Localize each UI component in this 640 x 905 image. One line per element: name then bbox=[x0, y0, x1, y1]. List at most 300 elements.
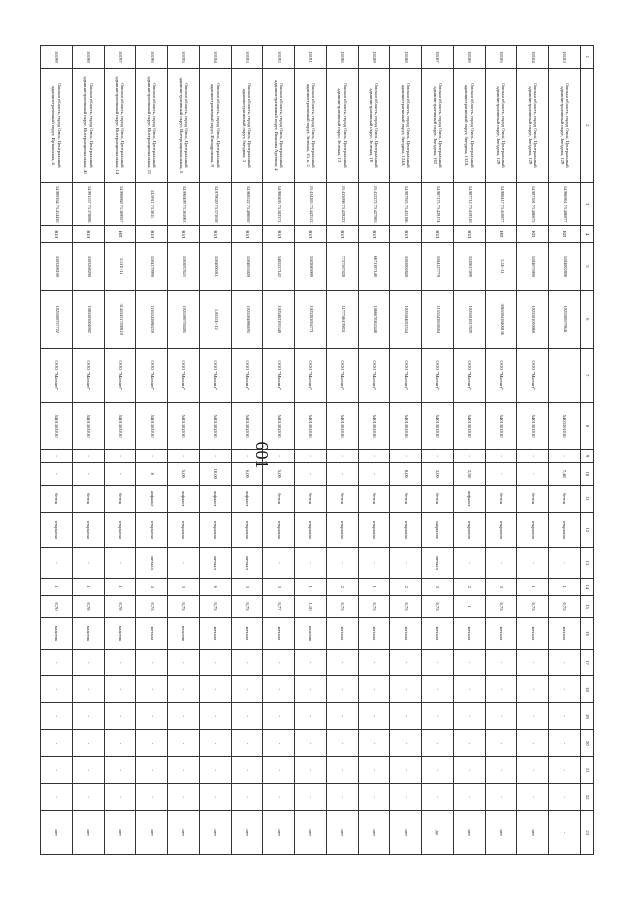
table-cell-col-10: - bbox=[358, 462, 390, 485]
table-cell-col-21: - bbox=[517, 757, 549, 784]
table-cell-col-11: бетон bbox=[549, 485, 581, 512]
table-cell-col-13: - bbox=[104, 547, 136, 578]
table-row bbox=[231, 46, 263, 855]
table-cell-col-5: 5504005011 bbox=[200, 243, 232, 291]
table-row bbox=[517, 46, 549, 855]
table-cell-col-5: 5503208200 bbox=[73, 243, 105, 291]
table-cell-col-22: - bbox=[517, 784, 549, 811]
table-cell-col-4: ЮЛ bbox=[168, 226, 200, 243]
table-cell-col-7: ООО "Магнит" bbox=[200, 348, 232, 402]
table-cell-col-8: 5403361010 bbox=[549, 402, 581, 450]
table-cell-col-2: Омская область, город Омск, Центральный административный округ, Интернациональная, 21 bbox=[136, 68, 168, 182]
table-cell-col-13: металл bbox=[231, 547, 263, 578]
table-cell-col-17: - bbox=[136, 649, 168, 676]
table-cell-col-1: 10189 bbox=[358, 46, 390, 69]
table-cell-col-23: нет bbox=[517, 811, 549, 855]
table-cell-col-11: бетон bbox=[327, 485, 359, 512]
table-cell-col-14: 6 bbox=[200, 579, 232, 596]
table-cell-col-19: - bbox=[485, 703, 517, 730]
table-cell-col-18: - bbox=[454, 676, 486, 703]
table-cell-col-3: 55.412272 73.427905 bbox=[358, 182, 390, 226]
table-cell-col-2: Омская область, город Омск, Центральный административный округ, Интернациональная, 41 bbox=[73, 68, 105, 182]
table-cell-col-10: 2,50 bbox=[454, 462, 486, 485]
table-cell-col-3: 54.979620 73.373018 bbox=[200, 182, 232, 226]
table-cell-col-2: Омская область, город Омск, Центральный административный округ, Звездова, 124А bbox=[390, 68, 422, 182]
table-cell-col-17: - bbox=[231, 649, 263, 676]
table-cell-col-15: 1,10 bbox=[295, 595, 327, 618]
table-cell-col-2: Омская область, город Омск, Центральный административный округ, Звездова, 129 bbox=[485, 68, 517, 182]
table-cell-col-4: ЮЛ bbox=[454, 226, 486, 243]
column-number-header: 6 bbox=[581, 290, 594, 348]
table-cell-col-4: КП bbox=[549, 226, 581, 243]
table-cell-col-20: - bbox=[485, 730, 517, 757]
column-number-header: 12 bbox=[581, 512, 594, 547]
table-cell-col-14: 1 bbox=[104, 579, 136, 596]
table-cell-col-5: 5503037623 bbox=[168, 243, 200, 291]
table-cell-col-9: - bbox=[104, 450, 136, 462]
table-cell-col-16: металл bbox=[136, 618, 168, 649]
table-cell-col-11: асфальт bbox=[136, 485, 168, 512]
table-cell-col-10: 8 bbox=[136, 462, 168, 485]
table-cell-col-21: - bbox=[422, 757, 454, 784]
table-cell-col-8: 5401381010 bbox=[517, 402, 549, 450]
table-cell-col-11: бетон bbox=[422, 485, 454, 512]
table-cell-col-11: бетон bbox=[517, 485, 549, 512]
table-cell-col-16: металл bbox=[200, 618, 232, 649]
table-cell-col-5: 5504053020 bbox=[231, 243, 263, 291]
table-cell-col-16: металл bbox=[454, 618, 486, 649]
table-cell-col-14: 3 bbox=[485, 579, 517, 596]
table-cell-col-2: Омская область, город Омск, Центральный административный округ, Зеленая, 13 bbox=[327, 68, 359, 182]
table-cell-col-12: открытая bbox=[358, 512, 390, 547]
table-cell-col-4: ИП bbox=[104, 226, 136, 243]
table-cell-col-23: нет bbox=[104, 811, 136, 855]
table-cell-col-9: - bbox=[136, 450, 168, 462]
table-cell-col-6: 314554317200110 bbox=[104, 290, 136, 348]
table-cell-col-10: - bbox=[104, 462, 136, 485]
table-cell-col-5: 5405217142 bbox=[263, 243, 295, 291]
table-cell-col-4: ЮЛ bbox=[422, 226, 454, 243]
table-cell-col-1: 10187 bbox=[422, 46, 454, 69]
table-row bbox=[549, 46, 581, 855]
table-cell-col-9: - bbox=[73, 450, 105, 462]
table-cell-col-6: 1025201034771 bbox=[295, 290, 327, 348]
table-cell-col-22: - bbox=[454, 784, 486, 811]
table-cell-col-8: 5401381010 bbox=[136, 402, 168, 450]
table-cell-col-14: 1 bbox=[517, 579, 549, 596]
column-number-header: 5 bbox=[581, 243, 594, 291]
table-cell-col-2: Омская область, город Омск, Центральный административный округ, Интернациональная, 5 bbox=[168, 68, 200, 182]
table-cell-col-15: 0,75 bbox=[231, 595, 263, 618]
table-cell-col-15: 0,75 bbox=[549, 595, 581, 618]
table-row bbox=[454, 46, 486, 855]
table-cell-col-14: 2 bbox=[327, 579, 359, 596]
table-cell-col-3: 54.987925 73.435106 bbox=[390, 182, 422, 226]
table-cell-col-14: 3 bbox=[263, 579, 295, 596]
table-cell-col-20: - bbox=[73, 730, 105, 757]
table-cell-col-17: - bbox=[390, 649, 422, 676]
table-cell-col-6: 1085503004902 bbox=[73, 290, 105, 348]
table-cell-col-14: 1 bbox=[41, 579, 73, 596]
table-cell-col-23: нет bbox=[41, 811, 73, 855]
table-cell-col-23: нет bbox=[231, 811, 263, 855]
table-cell-col-11: бетон bbox=[263, 485, 295, 512]
page-number: 601 bbox=[252, 441, 272, 469]
table-cell-col-16: металл bbox=[263, 618, 295, 649]
table-cell-col-11: асфальт bbox=[168, 485, 200, 512]
table-cell-col-19: - bbox=[549, 703, 581, 730]
table-cell-col-9: - bbox=[41, 450, 73, 462]
table-cell-col-1: 10199 bbox=[41, 46, 73, 69]
table-cell-col-6: 1155543052684 bbox=[422, 290, 454, 348]
table-cell-col-7: ООО "Магнит" bbox=[517, 348, 549, 402]
table-row bbox=[136, 46, 168, 855]
table-cell-col-8: 5401381010 bbox=[422, 402, 454, 450]
table-cell-col-19: - bbox=[517, 703, 549, 730]
table-cell-col-2: Омская область, город Омск, Центральный административный округ, Звездова, 129 bbox=[517, 68, 549, 182]
table-cell-col-23: нет bbox=[136, 811, 168, 855]
table-cell-col-21: - bbox=[485, 757, 517, 784]
table-cell-col-23: нет bbox=[358, 811, 390, 855]
column-number-header: 9 bbox=[581, 450, 594, 462]
table-cell-col-9: - bbox=[295, 450, 327, 462]
table-cell-col-18: - bbox=[358, 676, 390, 703]
table-cell-col-22: - bbox=[231, 784, 263, 811]
table-cell-col-15: 1 bbox=[454, 595, 486, 618]
table-cell-col-23: нет bbox=[454, 811, 486, 855]
table-cell-col-14: 3 bbox=[168, 579, 200, 596]
table-cell-col-3: 55.415098 73.429222 bbox=[327, 182, 359, 226]
table-cell-col-13: - bbox=[390, 547, 422, 578]
table-cell-col-7: ООО "Магнит" bbox=[73, 348, 105, 402]
table-cell-col-21: - bbox=[73, 757, 105, 784]
table-cell-col-2: Омская область, город Омск, Центральный административный округ, Звездова, 3 bbox=[231, 68, 263, 182]
table-cell-col-22: - bbox=[295, 784, 327, 811]
table-cell-col-10: 7,40 bbox=[549, 462, 581, 485]
table-cell-col-8: 5401381010 bbox=[390, 402, 422, 450]
table-cell-col-14: 2 bbox=[454, 579, 486, 596]
column-number-header: 8 bbox=[581, 402, 594, 450]
table-cell-col-5: 5503002840 bbox=[390, 243, 422, 291]
table-cell-col-2: Омская область, город Омск, Центральный административный округ, Ипподромная, 9 bbox=[200, 68, 232, 182]
table-cell-col-8: 5401381010 bbox=[168, 402, 200, 450]
table-cell-col-12: открытая bbox=[104, 512, 136, 547]
table-cell-col-15: 0,78 bbox=[73, 595, 105, 618]
table-cell-col-9: - bbox=[263, 450, 295, 462]
table-cell-col-22: - bbox=[136, 784, 168, 811]
table-cell-col-11: бетон bbox=[295, 485, 327, 512]
table-cell-col-1: 10191 bbox=[295, 46, 327, 69]
table-cell-col-9: - bbox=[454, 450, 486, 462]
column-number-header: 18 bbox=[581, 676, 594, 703]
table-cell-col-20: - bbox=[136, 730, 168, 757]
table-cell-col-8: 5401381010 bbox=[485, 402, 517, 450]
column-number-header: 4 bbox=[581, 226, 594, 243]
table-cell-col-4: ЮЛ bbox=[231, 226, 263, 243]
column-number-header: 19 bbox=[581, 703, 594, 730]
column-number-header: 11 bbox=[581, 485, 594, 512]
table-cell-col-20: - bbox=[517, 730, 549, 757]
table-row bbox=[168, 46, 200, 855]
table-cell-col-23: да bbox=[422, 811, 454, 855]
table-cell-col-18: - bbox=[41, 676, 73, 703]
table-cell-col-21: - bbox=[263, 757, 295, 784]
table-cell-col-21: - bbox=[231, 757, 263, 784]
table-cell-col-16: пластик bbox=[41, 618, 73, 649]
column-number-header: 23 bbox=[581, 811, 594, 855]
table-cell-col-6: 1066670162448 bbox=[358, 290, 390, 348]
table-cell-col-7: ООО "Магнит" bbox=[231, 348, 263, 402]
table-cell-col-14: 1 bbox=[549, 579, 581, 596]
table-cell-col-18: - bbox=[485, 676, 517, 703]
table-cell-col-5: 7727587428 bbox=[327, 243, 359, 291]
table-cell-col-6: 1025402105349 bbox=[263, 290, 295, 348]
table-cell-col-5: 5504075990 bbox=[517, 243, 549, 291]
table-cell-col-19: - bbox=[231, 703, 263, 730]
table-cell-col-1: 10196 bbox=[136, 46, 168, 69]
table-cell-col-12: открытая bbox=[41, 512, 73, 547]
table-cell-col-18: - bbox=[422, 676, 454, 703]
table-cell-col-22: - bbox=[263, 784, 295, 811]
table-cell-col-21: - bbox=[104, 757, 136, 784]
table-cell-col-8: 5401381010 bbox=[73, 402, 105, 450]
table-cell-col-12: открытая bbox=[231, 512, 263, 547]
table-cell-col-5: 5504002898 bbox=[549, 243, 581, 291]
table-cell-col-3: 55.414263 73.442512 bbox=[295, 182, 327, 226]
table-cell-col-3: 54.987391 73.406875 bbox=[517, 182, 549, 226]
table-cell-col-8: 5401381010 bbox=[263, 402, 295, 450]
table-cell-col-9: - bbox=[200, 450, 232, 462]
table-cell-col-6: 1177746478831 bbox=[327, 290, 359, 348]
table-cell-col-7: ООО "Магнит" bbox=[422, 348, 454, 402]
table-cell-col-2: Омская область, город Омск, Центральный административный округ, Звездова, 102 bbox=[422, 68, 454, 182]
table-cell-col-12: открытая bbox=[200, 512, 232, 547]
table-cell-col-10: - bbox=[517, 462, 549, 485]
table-cell-col-11: бетон bbox=[485, 485, 517, 512]
table-cell-col-19: - bbox=[263, 703, 295, 730]
table-cell-col-16: металл bbox=[422, 618, 454, 649]
table-cell-col-18: - bbox=[390, 676, 422, 703]
table-cell-col-10: - bbox=[41, 462, 73, 485]
table-cell-col-16: пластик bbox=[295, 618, 327, 649]
table-cell-col-3: 54.980495 73.382371 bbox=[263, 182, 295, 226]
table-cell-col-23: нет bbox=[485, 811, 517, 855]
table-cell-col-23: нет bbox=[295, 811, 327, 855]
table-cell-col-4: ЮЛ bbox=[200, 226, 232, 243]
table-cell-col-15: 0,75 bbox=[390, 595, 422, 618]
table-cell-col-8: 5401381010 bbox=[200, 402, 232, 450]
table-cell-col-7: ООО "Магнит" bbox=[358, 348, 390, 402]
table-row bbox=[263, 46, 295, 855]
table-cell-col-13: - bbox=[263, 547, 295, 578]
table-cell-col-2: Омская область, город Омск, Центральный административный округ, Зеленая, 15, к. 2 bbox=[295, 68, 327, 182]
table-cell-col-19: - bbox=[41, 703, 73, 730]
table-cell-col-2: Омская область, город Омск, Центральный административный округ, Иртышская, 4 bbox=[41, 68, 73, 182]
table-cell-col-13: - bbox=[327, 547, 359, 578]
table-cell-col-17: - bbox=[485, 649, 517, 676]
table-cell-col-18: - bbox=[549, 676, 581, 703]
table-cell-col-14: 3 bbox=[422, 579, 454, 596]
table-cell-col-2: Омская область, город Омск, Центральный административный округ, Звездова, 132А bbox=[454, 68, 486, 182]
table-cell-col-12: открытая bbox=[263, 512, 295, 547]
table-cell-col-21: - bbox=[327, 757, 359, 784]
table-cell-col-12: открытая bbox=[168, 512, 200, 547]
table-cell-col-14: 2 bbox=[390, 579, 422, 596]
table-cell-col-6: 1025500738405 bbox=[168, 290, 200, 348]
table-cell-col-18: - bbox=[517, 676, 549, 703]
table-cell-col-6: 1025504996695 bbox=[231, 290, 263, 348]
table-cell-col-23: - bbox=[549, 811, 581, 855]
table-cell-col-8: 5401381010 bbox=[41, 402, 73, 450]
table-cell-col-12: открытая bbox=[454, 512, 486, 547]
table-cell-col-17: - bbox=[549, 649, 581, 676]
table-cell-col-1: 10195 bbox=[168, 46, 200, 69]
table-cell-col-19: - bbox=[104, 703, 136, 730]
table-cell-col-15: 0,75 bbox=[327, 595, 359, 618]
register-table bbox=[40, 45, 594, 855]
table-cell-col-17: - bbox=[454, 649, 486, 676]
column-number-header: 7 bbox=[581, 348, 594, 402]
table-row bbox=[295, 46, 327, 855]
table-cell-col-13: - bbox=[41, 547, 73, 578]
table-cell-col-12: открытая bbox=[517, 512, 549, 547]
table-cell-col-17: - bbox=[295, 649, 327, 676]
table-cell-col-13: - bbox=[73, 547, 105, 578]
table-cell-col-1: 10186 bbox=[454, 46, 486, 69]
table-cell-col-9: - bbox=[168, 450, 200, 462]
table-cell-col-3: 54.987175 73.429174 bbox=[422, 182, 454, 226]
table-cell-col-9: - bbox=[358, 450, 390, 462]
table-cell-col-7: ООО "Магнит" bbox=[168, 348, 200, 402]
table-cell-col-22: - bbox=[549, 784, 581, 811]
table-cell-col-9: - bbox=[231, 450, 263, 462]
table-cell-col-15: 0,75 bbox=[422, 595, 454, 618]
table-cell-col-11: бетон bbox=[390, 485, 422, 512]
table-cell-col-6: 1165543080259 bbox=[136, 290, 168, 348]
table-cell-col-18: - bbox=[231, 676, 263, 703]
table-cell-col-15: 0,78 bbox=[104, 595, 136, 618]
table-cell-col-14: 1 bbox=[73, 579, 105, 596]
table-cell-col-4: ЮЛ bbox=[73, 226, 105, 243]
table-cell-col-10: 10,00 bbox=[200, 462, 232, 485]
table-cell-col-3: 54.990068 73.369927 bbox=[104, 182, 136, 226]
table-row bbox=[327, 46, 359, 855]
table-cell-col-16: металл bbox=[327, 618, 359, 649]
table-cell-col-18: - bbox=[73, 676, 105, 703]
table-cell-col-19: - bbox=[136, 703, 168, 730]
table-cell-col-7: ООО "Магнит" bbox=[485, 348, 517, 402]
table-cell-col-18: - bbox=[136, 676, 168, 703]
table-cell-col-4: ЮЛ bbox=[41, 226, 73, 243]
table-cell-col-22: - bbox=[485, 784, 517, 811]
table-cell-col-7: ООО "Магнит" bbox=[41, 348, 73, 402]
table-cell-col-12: открытая bbox=[485, 512, 517, 547]
table-cell-col-8: 5401381010 bbox=[231, 402, 263, 450]
table-cell-col-22: - bbox=[200, 784, 232, 811]
table-cell-col-5: 5520017499 bbox=[454, 243, 486, 291]
table-cell-col-9: - bbox=[422, 450, 454, 462]
table-cell-col-13: - bbox=[485, 547, 517, 578]
table-cell-col-15: 0,70 bbox=[41, 595, 73, 618]
table-cell-col-21: - bbox=[41, 757, 73, 784]
table-cell-col-12: открытая bbox=[390, 512, 422, 547]
table-cell-col-21: - bbox=[168, 757, 200, 784]
table-cell-col-20: - bbox=[549, 730, 581, 757]
table-cell-col-11: бетон bbox=[73, 485, 105, 512]
table-cell-col-8: 5401381010 bbox=[104, 402, 136, 450]
table-cell-col-14: 1 bbox=[295, 579, 327, 596]
table-cell-col-12: открытая bbox=[73, 512, 105, 547]
table-cell-col-16: пластик bbox=[104, 618, 136, 649]
table-cell-col-3: 54.991537 73.378896 bbox=[73, 182, 105, 226]
table-cell-col-9: - bbox=[390, 450, 422, 462]
table-cell-col-4: КП bbox=[517, 226, 549, 243]
table-cell-col-10: - bbox=[73, 462, 105, 485]
table-cell-col-19: - bbox=[295, 703, 327, 730]
table-cell-col-10: 5,00 bbox=[263, 462, 295, 485]
table-cell-col-14: 3 bbox=[231, 579, 263, 596]
table-cell-col-6: 1025501050069 bbox=[517, 290, 549, 348]
table-cell-col-13: металл bbox=[200, 547, 232, 578]
table-cell-col-14: 3 bbox=[136, 579, 168, 596]
table-cell-col-11: бетон bbox=[358, 485, 390, 512]
column-number-header: 1 bbox=[581, 46, 594, 69]
table-cell-col-3: 54.968522 73.408050 bbox=[231, 182, 263, 226]
table-row bbox=[485, 46, 517, 855]
table-row bbox=[422, 46, 454, 855]
table-cell-col-4: ЮЛ bbox=[263, 226, 295, 243]
table-cell-col-20: - bbox=[295, 730, 327, 757]
table-cell-col-3: 54.9911 73.3611 bbox=[136, 182, 168, 226]
table-cell-col-10: 8,00 bbox=[390, 462, 422, 485]
table-cell-col-5: 5502049009 bbox=[295, 243, 327, 291]
table-cell-col-22: - bbox=[168, 784, 200, 811]
table-cell-col-17: - bbox=[41, 649, 73, 676]
table-cell-col-15: 0,75 bbox=[485, 595, 517, 618]
table-cell-col-2: Омская область, город Омск, Центральный административный округ, Иванова Арсения, 4 bbox=[263, 68, 295, 182]
table-cell-col-9: - bbox=[517, 450, 549, 462]
table-cell-col-3: 54.986961 73.406877 bbox=[549, 182, 581, 226]
table-cell-col-3: 54.989164 73.414430 bbox=[41, 182, 73, 226]
table-cell-col-4: ЮЛ bbox=[136, 226, 168, 243]
table-cell-col-19: - bbox=[358, 703, 390, 730]
table-cell-col-10: - bbox=[327, 462, 359, 485]
table-cell-col-20: - bbox=[168, 730, 200, 757]
table-cell-col-11: асфальт bbox=[200, 485, 232, 512]
table-cell-col-1: 10184 bbox=[517, 46, 549, 69]
table-cell-col-1: 10190 bbox=[327, 46, 359, 69]
table-cell-col-4: ЮЛ bbox=[358, 226, 390, 243]
table-cell-col-18: - bbox=[200, 676, 232, 703]
table-row bbox=[73, 46, 105, 855]
table-cell-col-19: - bbox=[168, 703, 200, 730]
table-cell-col-12: открытая bbox=[327, 512, 359, 547]
table-cell-col-19: - bbox=[327, 703, 359, 730]
table-cell-col-2: Омская область, город Омск, Центральный административный округ, Зеленая, 10 bbox=[358, 68, 390, 182]
table-cell-col-16: металл bbox=[390, 618, 422, 649]
table-cell-col-7: ООО "Магнит" bbox=[104, 348, 136, 402]
table-cell-col-5: 5503208100 bbox=[41, 243, 73, 291]
table-cell-col-11: асфальт bbox=[231, 485, 263, 512]
table-cell-col-23: нет bbox=[200, 811, 232, 855]
table-cell-col-19: - bbox=[73, 703, 105, 730]
table-cell-col-13: металл bbox=[422, 547, 454, 578]
column-number-header: 14 bbox=[581, 579, 594, 596]
table-cell-col-17: - bbox=[422, 649, 454, 676]
table-cell-col-1: 10188 bbox=[390, 46, 422, 69]
table-cell-col-16: металл bbox=[517, 618, 549, 649]
table-cell-col-19: - bbox=[200, 703, 232, 730]
